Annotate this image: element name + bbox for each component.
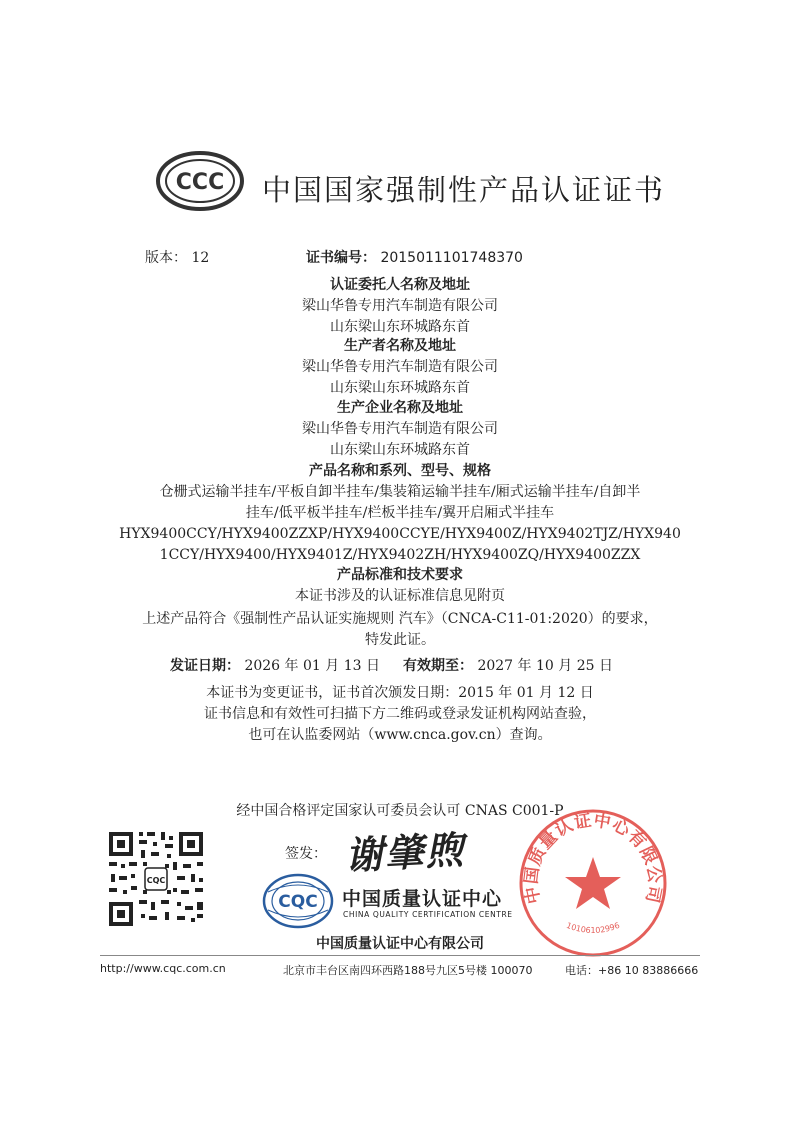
product-line-3: HYX9400CCY/HYX9400ZZXP/HYX9400CCYE/HYX9400Z/HYX9402TJZ/HYX940 [119, 526, 681, 542]
seal-text: 中国质量认证中心有限公司 [521, 810, 665, 906]
applicant-address: 山东梁山东环城路东首 [330, 319, 470, 335]
manufacturer-block [0, 336, 800, 399]
valid-date-label: 有效期至： [403, 658, 473, 674]
footer-divider [100, 955, 700, 956]
factory-name: 梁山华鲁专用汽车制造有限公司 [302, 421, 498, 437]
standard-heading: 产品标准和技术要求 [337, 567, 463, 583]
cert-no-label: 证书编号： [306, 250, 376, 266]
cqc-name-cn: 中国质量认证中心 [342, 888, 503, 910]
seal-number: 10106102996 [565, 920, 621, 935]
footer-address: 北京市丰台区南四环西路188号九区5号楼 100070 [283, 964, 533, 977]
cqc-name-en: CHINA QUALITY CERTIFICATION CENTRE [343, 910, 513, 919]
cqc-logo-text: CQC [278, 892, 318, 912]
version-value: 12 [191, 250, 210, 266]
issue-date-value: 2026 年 01 月 13 日 [244, 658, 380, 674]
standard-block [0, 565, 800, 607]
conformity-block [0, 609, 800, 651]
ccc-logo [155, 150, 245, 212]
applicant-name: 梁山华鲁专用汽车制造有限公司 [302, 298, 498, 314]
company-name: 中国质量认证中心有限公司 [316, 936, 484, 952]
factory-address: 山东梁山东环城路东首 [330, 442, 470, 458]
seal-star-icon [565, 857, 621, 909]
notes-line-2: 证书信息和有效性可扫描下方二维码或登录发证机构网站查验， [204, 706, 596, 722]
applicant-heading: 认证委托人名称及地址 [330, 277, 470, 293]
footer-phone: 电话：+86 10 83886666 [565, 964, 699, 977]
notes-block [0, 683, 800, 746]
valid-date [403, 655, 613, 675]
qr-code[interactable] [107, 830, 205, 928]
cqc-logo [262, 872, 334, 930]
issue-date-label: 发证日期： [170, 658, 240, 674]
product-heading: 产品名称和系列、型号、规格 [309, 463, 491, 479]
standard-text: 本证书涉及的认证标准信息见附页 [295, 588, 505, 604]
manufacturer-heading: 生产者名称及地址 [344, 338, 456, 354]
accreditation: 经中国合格评定国家认可委员会认可 CNAS C001-P [236, 803, 564, 819]
qr-center-logo: CQC [146, 876, 166, 885]
valid-date-value: 2027 年 10 月 25 日 [477, 658, 613, 674]
footer-website[interactable]: http://www.cqc.com.cn [100, 962, 226, 975]
manufacturer-name: 梁山华鲁专用汽车制造有限公司 [302, 359, 498, 375]
product-line-4: 1CCY/HYX9400/HYX9401Z/HYX9402ZH/HYX9400ZQ/HYX9400ZZX [159, 547, 641, 563]
ccc-logo-text: CCC [175, 170, 225, 195]
certificate-number [306, 247, 523, 267]
product-line-2: 挂车/低平板半挂车/栏板半挂车/翼开启厢式半挂车 [245, 505, 555, 521]
issue-date [170, 655, 380, 675]
factory-heading: 生产企业名称及地址 [337, 400, 463, 416]
notes-line-1: 本证书为变更证书，证书首次颁发日期：2015 年 01 月 12 日 [206, 685, 594, 701]
product-line-1: 仓栅式运输半挂车/平板自卸半挂车/集装箱运输半挂车/厢式运输半挂车/自卸半 [159, 484, 641, 500]
signature: 谢肇煦 [344, 826, 467, 879]
manufacturer-address: 山东梁山东环城路东首 [330, 380, 470, 396]
cert-no-value: 2015011101748370 [380, 250, 523, 266]
applicant-block [0, 275, 800, 338]
factory-block [0, 398, 800, 461]
signature-label: 签发： [285, 846, 327, 862]
page-title: 中国国家强制性产品认证证书 [262, 173, 666, 207]
conformity-line-2: 特发此证。 [365, 632, 435, 648]
version [145, 247, 209, 267]
version-label: 版本： [145, 250, 187, 266]
conformity-line-1: 上述产品符合《强制性产品认证实施规则 汽车》（CNCA-C11-01:2020）的要求， [142, 611, 658, 627]
product-block [0, 461, 800, 566]
notes-line-3: 也可在认监委网站（www.cnca.gov.cn）查询。 [248, 727, 552, 743]
